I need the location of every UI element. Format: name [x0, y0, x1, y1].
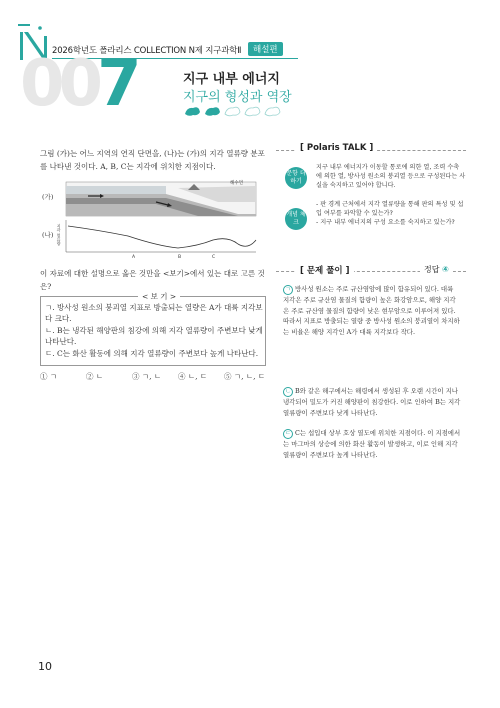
answer-book-badge: 해설편 [248, 42, 283, 56]
choice-4[interactable]: ④ ㄴ, ㄷ [178, 372, 208, 381]
solution-text-3: C는 섭입대 상부 호상 열도에 위치한 지점이다. 이 지점에서는 마그마의 상승에 의한 화산 활동이 발생하고, 이로 인해 지각 열류량이 주변보다 높게 나타난다. [283, 429, 461, 459]
solution-mark-1: ㄱ [283, 285, 293, 295]
figure-label-na: (나) [42, 231, 54, 239]
solution-title: [ 문제 풀이 ] [296, 264, 354, 276]
solution-mark-3: ㄷ [283, 429, 293, 439]
choice-5[interactable]: ⑤ ㄱ, ㄴ, ㄷ [224, 372, 266, 381]
bogi-item-2: ㄴ. B는 냉각된 해양판의 침강에 의해 지각 열류량이 주변보다 낮게 나타난다. [45, 326, 263, 346]
polaris-circle-extra [285, 167, 307, 189]
solution-paragraph-3 [283, 428, 461, 460]
solution-paragraph-1 [283, 284, 461, 337]
series-title: 2026학년도 폴라리스 COLLECTION N제 지구과학Ⅱ [52, 46, 242, 56]
unit-title: 지구 내부 에너지 [183, 72, 280, 87]
difficulty-bear-icon [265, 107, 280, 116]
question-number-digit: 7 [97, 47, 136, 121]
difficulty-bear-icon [205, 107, 220, 116]
polaris-concept-text: - 판 경계 근처에서 지각 열류량을 통해 판의 특성 및 섭입 여부를 파악할 수 있는가? - 지구 내부 에너지의 구성 요소를 숙지하고 있는가? [316, 201, 464, 226]
solution-text-1: 방사성 원소는 주로 규산염암에 많이 함유되어 있다. 대륙 지각은 주로 규산염 물질의 함량이 높은 화강암으로, 해양 지각은 주로 규산염 물질의 함량이 낮은 현무암으로 이루어져 있다. 따라서 지표로 방출되는 열량 중 방사성 원소의 붕괴열이 차지하는 비율은 해양 지각인 A가 대륙 지각보다 작다. [283, 285, 460, 336]
difficulty-bear-icon [245, 107, 260, 116]
choice-3[interactable]: ③ ㄱ, ㄴ [132, 372, 162, 381]
polaris-extra-text: 지구 내부 에너지가 이동할 통로에 의한 열, 조력 수축 에 의한 열, 방사성 원소의 붕괴열 등으로 구성된다는 사실을 숙지하고 있어야 합니다. [316, 164, 466, 189]
page-number: 10 [38, 660, 52, 673]
question-number [20, 47, 136, 121]
answer-value: ④ [442, 265, 449, 274]
polaris-circle-concept [285, 208, 307, 230]
polaris-circle-concept-label: 개념 체크 [286, 211, 306, 226]
choice-2[interactable]: ② ㄴ [86, 372, 104, 381]
difficulty-rating [183, 104, 283, 118]
answer-choices [40, 371, 270, 382]
question-number-prefix: 00 [20, 47, 98, 121]
answer-label-text: 정답 [424, 265, 440, 274]
heat-flow-axis-label: 지각 열류량 [56, 224, 62, 246]
difficulty-bear-icon [185, 107, 200, 116]
unit-subtitle: 지구의 형성과 역장 [183, 90, 292, 105]
choice-1[interactable]: ① ㄱ [40, 372, 58, 381]
bogi-item-3: ㄷ. C는 화산 활동에 의해 지각 열류량이 주변보다 높게 나타난다. [45, 349, 259, 358]
polaris-talk-title: [ Polaris TALK ] [296, 143, 377, 153]
bogi-title: < 보 기 > [138, 291, 180, 302]
point-b-label: B [178, 255, 182, 260]
solution-mark-2: ㄴ [283, 387, 293, 397]
cross-section-ga [66, 179, 256, 216]
heat-flow-curve [68, 226, 256, 248]
point-c-label: C [212, 255, 216, 260]
question-text: 그림 (가)는 어느 지역의 연직 단면을, (나)는 (가)의 지각 열류량 분포를 나타낸 것이다. A, B, C는 지각에 위치한 지점이다. [40, 149, 265, 171]
answer-label [420, 264, 453, 275]
solution-paragraph-2 [283, 386, 461, 418]
cross-section-figure [38, 178, 266, 260]
solution-text-2: B와 같은 해구에서는 해령에서 생성된 후 오랜 시간이 지나 냉각되어 밀도가 커진 해양판이 침강한다. 이로 인하여 B는 지각 열류량이 주변보다 낮게 나타난다. [283, 387, 461, 417]
bogi-item-1: ㄱ. 방사성 원소의 붕괴열 지표로 방출되는 열량은 A가 대륙 지각보다 크다. [45, 303, 263, 323]
point-a-label: A [132, 255, 136, 260]
difficulty-bear-icon [225, 107, 240, 116]
figure-label-ga: (가) [42, 193, 54, 201]
question-ask: 이 자료에 대한 설명으로 옳은 것만을 <보기>에서 있는 대로 고른 것은? [40, 269, 265, 291]
heat-flow-graph [56, 220, 256, 260]
polaris-circle-extra-label: 문항 더하기 [286, 170, 306, 185]
ocean-surface-label: 해수면 [230, 181, 244, 186]
